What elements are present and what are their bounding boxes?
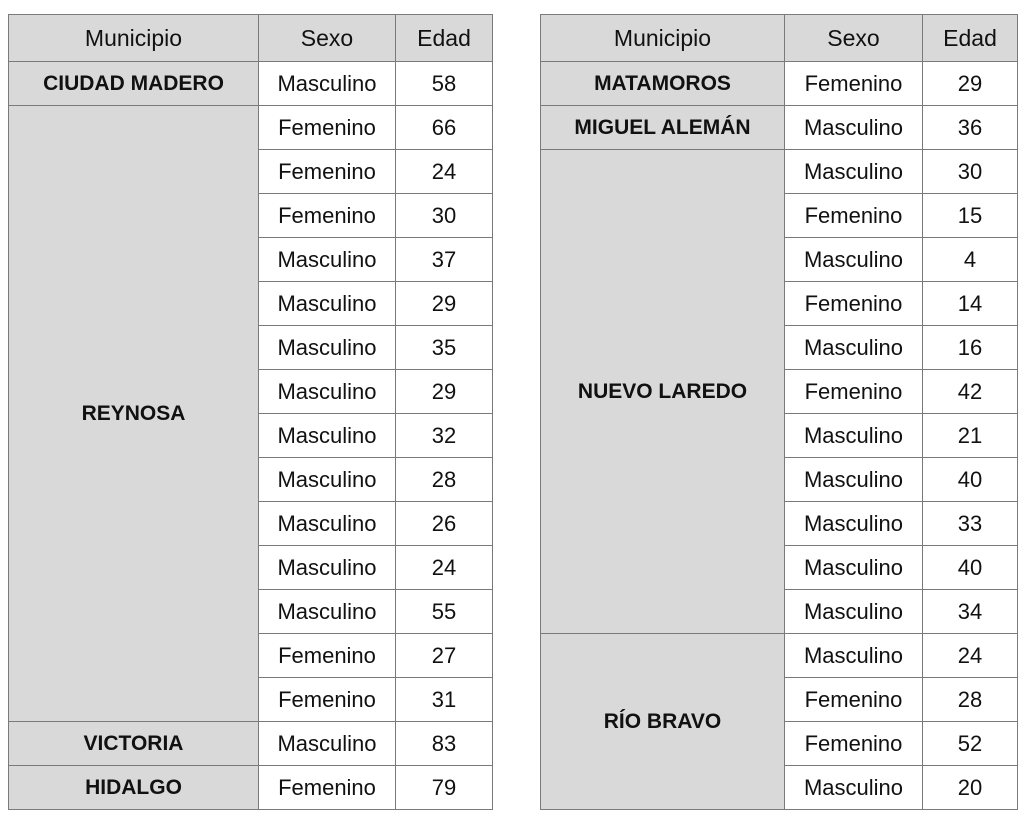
sexo-cell: Femenino xyxy=(785,62,923,106)
sexo-cell: Masculino xyxy=(259,722,396,766)
header-edad: Edad xyxy=(923,15,1018,62)
municipio-cell: NUEVO LAREDO xyxy=(541,150,785,634)
table-body xyxy=(541,62,1018,810)
sexo-cell: Masculino xyxy=(259,282,396,326)
edad-cell: 16 xyxy=(923,326,1018,370)
sexo-cell: Masculino xyxy=(259,590,396,634)
edad-cell: 24 xyxy=(396,546,493,590)
sexo-cell: Femenino xyxy=(259,766,396,810)
sexo-cell: Masculino xyxy=(259,458,396,502)
municipio-cell: MATAMOROS xyxy=(541,62,785,106)
table-row xyxy=(541,106,1018,150)
header-edad: Edad xyxy=(396,15,493,62)
sexo-cell: Femenino xyxy=(259,106,396,150)
sexo-cell: Masculino xyxy=(785,326,923,370)
edad-cell: 15 xyxy=(923,194,1018,238)
edad-cell: 4 xyxy=(923,238,1018,282)
edad-cell: 29 xyxy=(396,370,493,414)
edad-cell: 24 xyxy=(923,634,1018,678)
edad-cell: 30 xyxy=(923,150,1018,194)
sexo-cell: Masculino xyxy=(785,590,923,634)
municipio-cell: MIGUEL ALEMÁN xyxy=(541,106,785,150)
table-row xyxy=(9,62,493,106)
sexo-cell: Masculino xyxy=(785,238,923,282)
edad-cell: 58 xyxy=(396,62,493,106)
table-row xyxy=(9,766,493,810)
edad-cell: 33 xyxy=(923,502,1018,546)
sexo-cell: Femenino xyxy=(259,194,396,238)
sexo-cell: Masculino xyxy=(785,414,923,458)
municipio-cell: CIUDAD MADERO xyxy=(9,62,259,106)
sexo-cell: Masculino xyxy=(785,106,923,150)
municipio-cell: HIDALGO xyxy=(9,766,259,810)
header-row xyxy=(541,15,1018,62)
edad-cell: 40 xyxy=(923,546,1018,590)
edad-cell: 26 xyxy=(396,502,493,546)
municipio-cell: RÍO BRAVO xyxy=(541,634,785,810)
sexo-cell: Masculino xyxy=(785,150,923,194)
sexo-cell: Femenino xyxy=(259,634,396,678)
edad-cell: 24 xyxy=(396,150,493,194)
edad-cell: 28 xyxy=(923,678,1018,722)
sexo-cell: Masculino xyxy=(259,370,396,414)
table-body xyxy=(9,62,493,810)
edad-cell: 83 xyxy=(396,722,493,766)
edad-cell: 28 xyxy=(396,458,493,502)
edad-cell: 34 xyxy=(923,590,1018,634)
sexo-cell: Femenino xyxy=(259,150,396,194)
sexo-cell: Masculino xyxy=(259,326,396,370)
sexo-cell: Masculino xyxy=(785,634,923,678)
sexo-cell: Masculino xyxy=(259,238,396,282)
sexo-cell: Masculino xyxy=(259,546,396,590)
edad-cell: 35 xyxy=(396,326,493,370)
edad-cell: 14 xyxy=(923,282,1018,326)
edad-cell: 55 xyxy=(396,590,493,634)
edad-cell: 66 xyxy=(396,106,493,150)
municipio-cell: REYNOSA xyxy=(9,106,259,722)
edad-cell: 20 xyxy=(923,766,1018,810)
edad-cell: 37 xyxy=(396,238,493,282)
sexo-cell: Masculino xyxy=(259,414,396,458)
table-row xyxy=(541,150,1018,194)
sexo-cell: Femenino xyxy=(785,370,923,414)
cases-table-right xyxy=(540,14,1018,810)
sexo-cell: Femenino xyxy=(785,722,923,766)
edad-cell: 36 xyxy=(923,106,1018,150)
sexo-cell: Masculino xyxy=(785,766,923,810)
edad-cell: 79 xyxy=(396,766,493,810)
municipio-cell: VICTORIA xyxy=(9,722,259,766)
edad-cell: 32 xyxy=(396,414,493,458)
sexo-cell: Femenino xyxy=(785,282,923,326)
edad-cell: 27 xyxy=(396,634,493,678)
edad-cell: 29 xyxy=(396,282,493,326)
table-row xyxy=(9,722,493,766)
sexo-cell: Masculino xyxy=(259,62,396,106)
header-municipio: Municipio xyxy=(541,15,785,62)
edad-cell: 29 xyxy=(923,62,1018,106)
header-row xyxy=(9,15,493,62)
sexo-cell: Femenino xyxy=(259,678,396,722)
header-sexo: Sexo xyxy=(259,15,396,62)
sexo-cell: Masculino xyxy=(785,546,923,590)
sexo-cell: Masculino xyxy=(259,502,396,546)
edad-cell: 31 xyxy=(396,678,493,722)
sexo-cell: Femenino xyxy=(785,194,923,238)
edad-cell: 40 xyxy=(923,458,1018,502)
sexo-cell: Masculino xyxy=(785,458,923,502)
edad-cell: 52 xyxy=(923,722,1018,766)
cases-table-left xyxy=(8,14,493,810)
sexo-cell: Femenino xyxy=(785,678,923,722)
sexo-cell: Masculino xyxy=(785,502,923,546)
header-sexo: Sexo xyxy=(785,15,923,62)
edad-cell: 30 xyxy=(396,194,493,238)
edad-cell: 42 xyxy=(923,370,1018,414)
header-municipio: Municipio xyxy=(9,15,259,62)
table-row xyxy=(541,62,1018,106)
table-row xyxy=(541,634,1018,678)
table-row xyxy=(9,106,493,150)
edad-cell: 21 xyxy=(923,414,1018,458)
